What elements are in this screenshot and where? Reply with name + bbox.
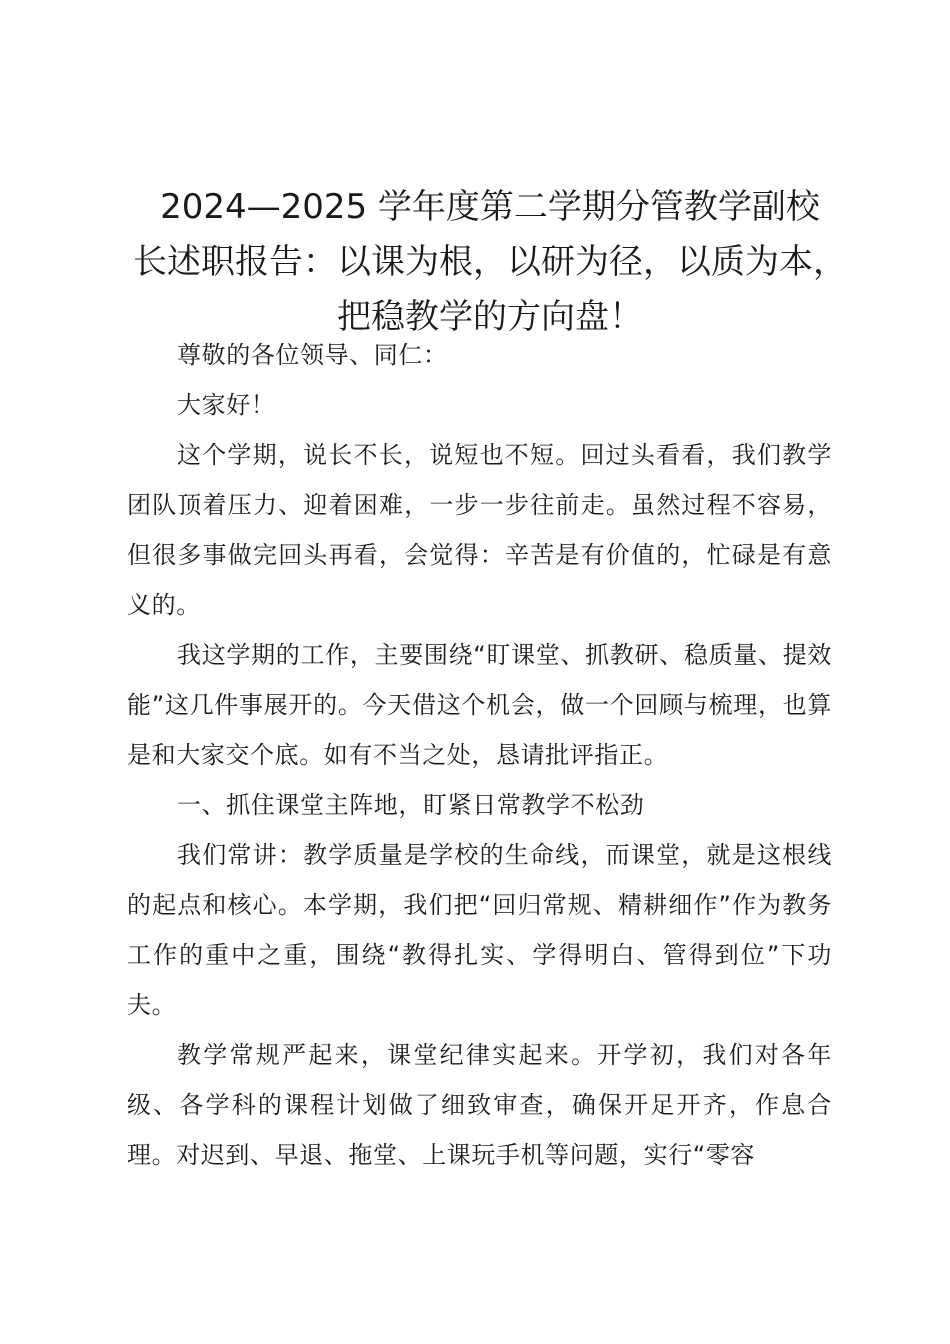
section-heading: 一、抓住课堂主阵地，盯紧日常教学不松劲 [177, 791, 645, 819]
document-body [127, 330, 832, 1180]
body-paragraph: 教学常规严起来，课堂纪律实起来。开学初，我们对各年级、各学科的课程计划做了细致审查，确保开足开齐，作息合理。对迟到、早退、拖堂、上课玩手机等问题，实行“零容 [127, 1041, 832, 1169]
body-paragraph: 我这学期的工作，主要围绕“盯课堂、抓教研、稳质量、提效能”这几件事展开的。今天借这个机会，做一个回顾与梳理，也算是和大家交个底。如有不当之处，恳请批评指正。 [127, 641, 832, 769]
title-line: 把稳教学的方向盘！ [337, 297, 643, 337]
title-line: 长述职报告：以课为根，以研为径，以质为本， [133, 242, 847, 282]
body-paragraph: 这个学期，说长不长，说短也不短。回过头看看，我们教学团队顶着压力、迎着困难，一步一步往前走。虽然过程不容易，但很多事做完回头再看，会觉得：辛苦是有价值的，忙碌是有意义的。 [127, 441, 832, 619]
greeting: 大家好！ [177, 391, 276, 419]
salutation: 尊敬的各位领导、同仁： [177, 341, 448, 369]
document-title [110, 180, 870, 345]
body-paragraph: 我们常讲：教学质量是学校的生命线，而课堂，就是这根线的起点和核心。本学期，我们把“回归常规、精耕细作”作为教务工作的重中之重，围绕“教得扎实、学得明白、管得到位”下功夫。 [127, 841, 832, 1019]
title-line: 2024—2025 学年度第二学期分管教学副校 [160, 187, 820, 227]
